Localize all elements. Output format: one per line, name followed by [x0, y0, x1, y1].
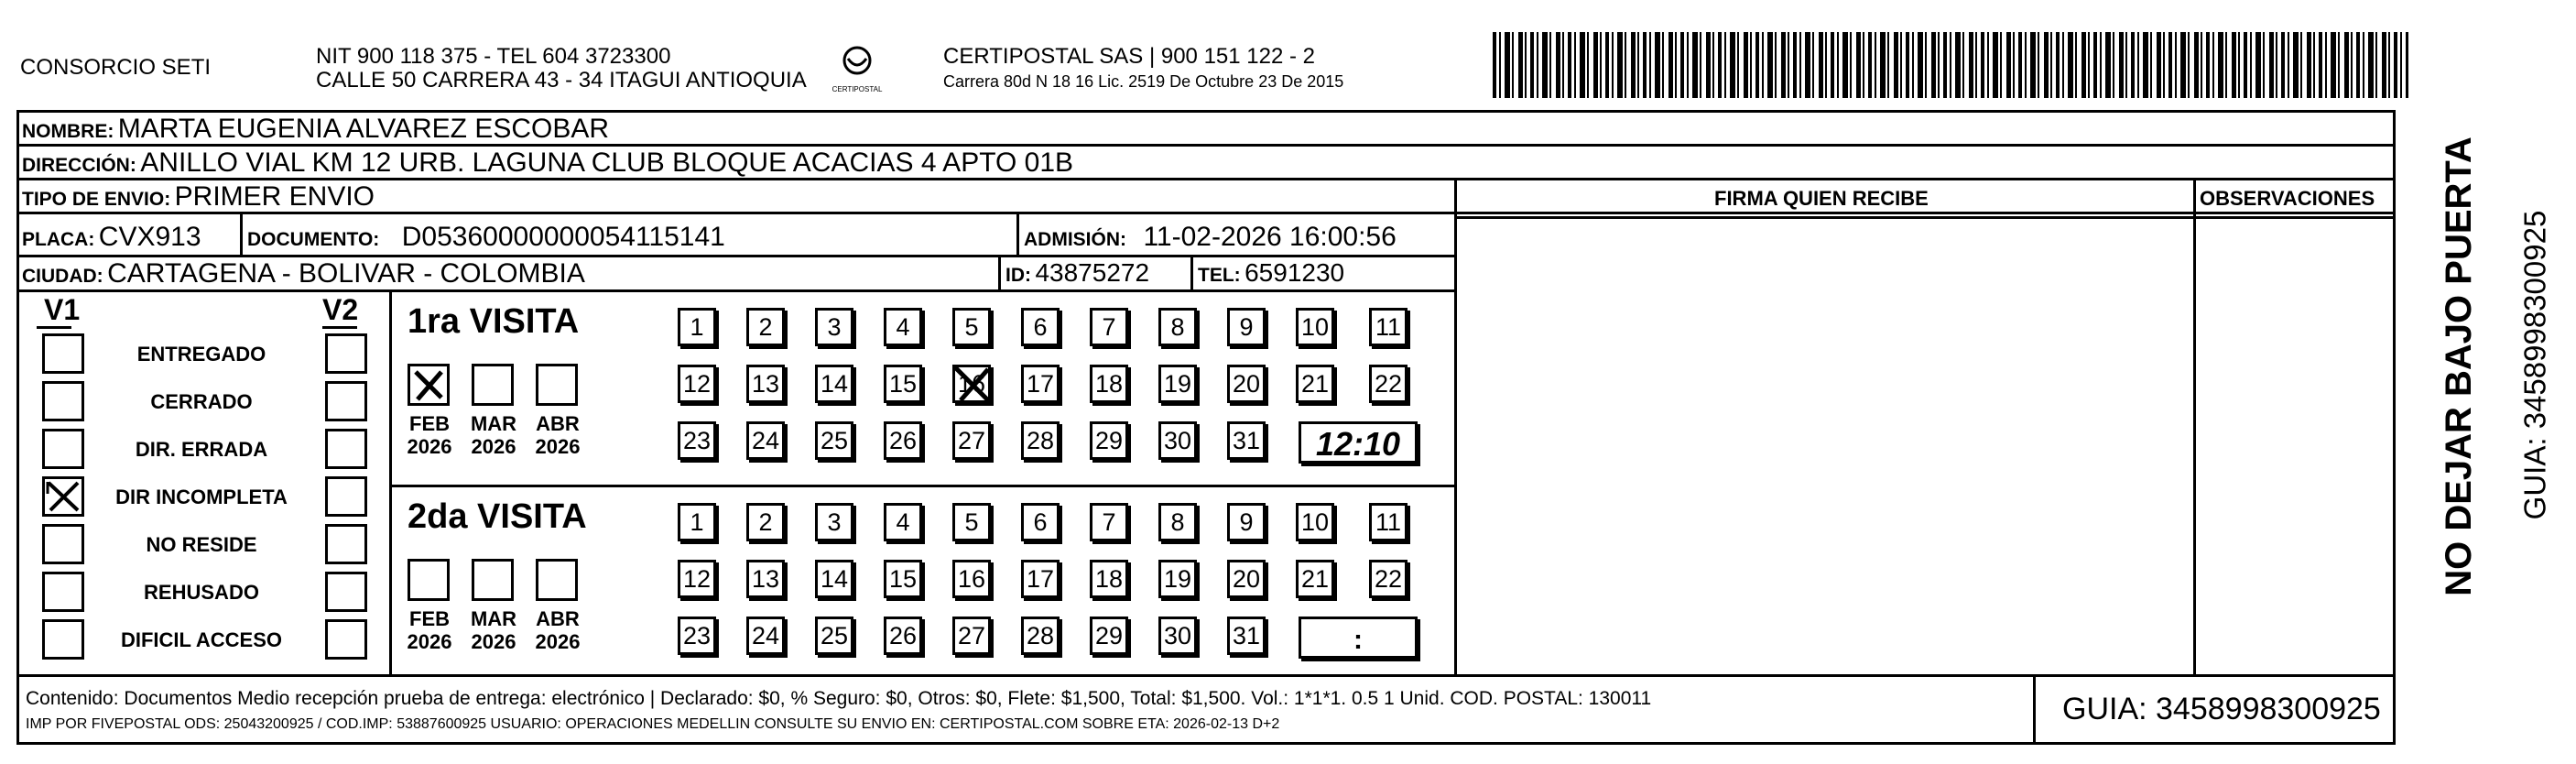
month-year: 2026 — [471, 435, 516, 458]
day-box[interactable] — [952, 365, 991, 403]
day-number: 26 — [888, 622, 918, 649]
tipo-row — [22, 183, 375, 211]
day-number: 12 — [682, 370, 712, 398]
v2-checkbox[interactable] — [325, 524, 367, 564]
id-value: 43875272 — [1035, 258, 1150, 287]
footer-contenido: Contenido: Documentos Medio recepción prueba de entrega: electrónico | Declarado: $0, % Seguro: $0, Otros: $0, Flete: $1,500, Total: $1,500. Vol.: 1*1*1. 0.5 1 Unid. COD. POSTAL: 130011 — [26, 688, 1652, 709]
day-number: 5 — [964, 508, 979, 536]
month-name: FEB — [409, 607, 450, 630]
v1-header: V1 — [44, 293, 81, 326]
day-cross-mark-icon — [951, 364, 992, 404]
day-number: 28 — [1026, 427, 1055, 454]
admision-cell — [1024, 224, 1397, 251]
v2-checkbox[interactable] — [325, 476, 367, 517]
tipo-value: PRIMER ENVIO — [174, 181, 375, 212]
day-box[interactable] — [1227, 503, 1266, 541]
month-checkbox[interactable] — [536, 559, 578, 601]
day-number: 26 — [888, 427, 918, 454]
tel-value: 6591230 — [1245, 258, 1345, 287]
day-box[interactable] — [678, 560, 716, 598]
v2-checkbox[interactable] — [325, 333, 367, 374]
day-number: 10 — [1300, 508, 1330, 536]
check-mark-icon — [410, 366, 447, 403]
day-box[interactable] — [1369, 503, 1408, 541]
day-box[interactable] — [952, 560, 991, 598]
certipostal-logo-icon — [830, 44, 885, 97]
v1-checkbox[interactable] — [42, 429, 84, 469]
day-number: 28 — [1026, 622, 1055, 649]
day-number: 1 — [690, 508, 704, 536]
day-box[interactable] — [1090, 560, 1128, 598]
status-reason-label: NO RESIDE — [146, 533, 257, 556]
svg-text:CERTIPOSTAL: CERTIPOSTAL — [831, 85, 883, 93]
day-box[interactable] — [952, 503, 991, 541]
day-number: 13 — [751, 565, 780, 593]
direccion-label: DIRECCIÓN: — [22, 155, 136, 176]
day-box[interactable] — [884, 560, 922, 598]
nit-line: NIT 900 118 375 - TEL 604 3723300 — [316, 44, 671, 69]
day-box[interactable] — [815, 503, 853, 541]
ciudad-cell — [22, 260, 585, 288]
time-box[interactable] — [1299, 617, 1418, 659]
day-box[interactable] — [952, 308, 991, 346]
month-year: 2026 — [407, 435, 452, 458]
v2-checkbox[interactable] — [325, 381, 367, 421]
day-box[interactable] — [884, 421, 922, 460]
day-number: 30 — [1163, 622, 1192, 649]
day-box[interactable] — [1158, 503, 1197, 541]
day-number: 23 — [682, 622, 712, 649]
day-box[interactable] — [815, 560, 853, 598]
time-value: 12:10 — [1315, 425, 1401, 463]
day-box[interactable] — [1158, 421, 1197, 460]
firma-header: FIRMA QUIEN RECIBE — [1714, 187, 1929, 210]
day-box[interactable] — [815, 365, 853, 403]
time-value: : — [1353, 625, 1363, 655]
day-box[interactable] — [746, 617, 785, 655]
day-box[interactable] — [1090, 503, 1128, 541]
day-number: 8 — [1170, 313, 1185, 341]
status-reason-label: DIR. ERRADA — [135, 438, 268, 461]
month-name: ABR — [536, 412, 580, 435]
footer-guia: GUIA: 3458998300925 — [2062, 692, 2381, 726]
day-box[interactable] — [1296, 560, 1334, 598]
month-year: 2026 — [407, 630, 452, 653]
day-number: 27 — [957, 622, 986, 649]
day-box[interactable] — [1021, 560, 1060, 598]
day-box[interactable] — [1090, 421, 1128, 460]
v2-header: V2 — [322, 293, 359, 326]
day-number: 27 — [957, 427, 986, 454]
day-box[interactable] — [1227, 365, 1266, 403]
day-number: 4 — [896, 508, 910, 536]
day-number: 5 — [964, 313, 979, 341]
admision-value: 11-02-2026 16:00:56 — [1143, 222, 1397, 252]
day-box[interactable] — [1158, 308, 1197, 346]
side-warning: NO DEJAR BAJO PUERTA — [2439, 136, 2479, 596]
nombre-label: NOMBRE: — [22, 121, 114, 142]
day-number: 24 — [751, 622, 780, 649]
day-box[interactable] — [884, 308, 922, 346]
visit-title: 1ra VISITA — [408, 302, 580, 341]
day-number: 6 — [1033, 508, 1048, 536]
day-number: 14 — [820, 370, 849, 398]
day-box[interactable] — [1158, 365, 1197, 403]
month-name: ABR — [536, 607, 580, 630]
day-number: 1 — [690, 313, 704, 341]
day-box[interactable] — [1021, 308, 1060, 346]
status-reason-label: DIFICIL ACCESO — [120, 628, 282, 651]
day-box[interactable] — [1369, 365, 1408, 403]
day-box[interactable] — [952, 617, 991, 655]
day-box[interactable] — [746, 365, 785, 403]
day-number: 11 — [1375, 508, 1402, 536]
visit-title: 2da VISITA — [408, 497, 587, 536]
status-reason-label: DIR INCOMPLETA — [115, 486, 288, 508]
status-reason-label: ENTREGADO — [136, 343, 266, 366]
day-number: 22 — [1374, 565, 1403, 593]
nombre-value: MARTA EUGENIA ALVAREZ ESCOBAR — [117, 114, 610, 144]
day-box[interactable] — [884, 617, 922, 655]
day-number: 4 — [896, 313, 910, 341]
id-cell — [1005, 260, 1149, 286]
placa-cell — [22, 224, 201, 251]
day-number: 31 — [1232, 622, 1261, 649]
day-number: 12 — [682, 565, 712, 593]
direccion-value: ANILLO VIAL KM 12 URB. LAGUNA CLUB BLOQUE ACACIAS 4 APTO 01B — [140, 147, 1074, 178]
status-reason-label: REHUSADO — [144, 581, 259, 604]
day-box[interactable] — [952, 421, 991, 460]
day-box[interactable] — [815, 308, 853, 346]
month-checkbox[interactable] — [408, 364, 450, 406]
day-number: 10 — [1300, 313, 1330, 341]
day-box[interactable] — [746, 503, 785, 541]
day-box[interactable] — [1296, 503, 1334, 541]
day-box[interactable] — [1021, 617, 1060, 655]
day-box[interactable] — [1227, 308, 1266, 346]
day-number: 9 — [1239, 508, 1254, 536]
time-box[interactable] — [1299, 421, 1418, 464]
day-number: 17 — [1026, 565, 1055, 593]
day-number: 30 — [1163, 427, 1192, 454]
day-number: 18 — [1094, 370, 1124, 398]
observaciones-header: OBSERVACIONES — [2200, 187, 2375, 210]
v1-checkbox[interactable] — [42, 619, 84, 660]
day-box[interactable] — [1021, 365, 1060, 403]
footer-impresion: IMP POR FIVEPOSTAL ODS: 25043200925 / COD.IMP: 53887600925 USUARIO: OPERACIONES MEDELLIN CONSULTE SU ENVIO EN: CERTIPOSTAL.COM SOBRE ETA: 2026-02-13 D+2 — [26, 716, 1280, 732]
tipo-label: TIPO DE ENVIO: — [22, 189, 171, 210]
day-box[interactable] — [678, 503, 716, 541]
day-number: 29 — [1094, 622, 1124, 649]
day-number: 21 — [1300, 370, 1330, 398]
day-number: 3 — [827, 313, 842, 341]
month-checkbox[interactable] — [536, 364, 578, 406]
v2-checkbox[interactable] — [325, 429, 367, 469]
day-box[interactable] — [1090, 308, 1128, 346]
day-box[interactable] — [678, 617, 716, 655]
day-number: 14 — [820, 565, 849, 593]
day-number: 29 — [1094, 427, 1124, 454]
day-box[interactable] — [1369, 560, 1408, 598]
day-box[interactable] — [1021, 421, 1060, 460]
check-mark-icon — [45, 479, 82, 514]
admision-label: ADMISIÓN: — [1024, 229, 1126, 250]
side-panel — [2408, 119, 2552, 650]
ciudad-value: CARTAGENA - BOLIVAR - COLOMBIA — [107, 258, 585, 289]
day-number: 20 — [1232, 370, 1261, 398]
day-number: 11 — [1375, 313, 1402, 341]
month-checkbox[interactable] — [472, 559, 514, 601]
day-box[interactable] — [1369, 308, 1408, 346]
nombre-row — [22, 115, 609, 143]
day-box[interactable] — [746, 308, 785, 346]
day-box[interactable] — [746, 560, 785, 598]
barcode — [1493, 32, 2408, 98]
v1-checkbox[interactable] — [42, 476, 84, 517]
day-number: 6 — [1033, 313, 1048, 341]
day-box[interactable] — [1227, 560, 1266, 598]
v1-checkbox[interactable] — [42, 524, 84, 564]
day-box[interactable] — [678, 308, 716, 346]
address-line: CALLE 50 CARRERA 43 - 34 ITAGUI ANTIOQUIA — [316, 68, 807, 93]
placa-label: PLACA: — [22, 229, 95, 250]
v1-checkbox[interactable] — [42, 333, 84, 374]
day-number: 13 — [751, 370, 780, 398]
month-checkbox[interactable] — [408, 559, 450, 601]
day-box[interactable] — [1158, 617, 1197, 655]
status-reason-label: CERRADO — [150, 390, 253, 413]
v2-checkbox[interactable] — [325, 619, 367, 660]
id-label: ID: — [1005, 265, 1031, 286]
placa-value: CVX913 — [98, 222, 201, 252]
day-number: 20 — [1232, 565, 1261, 593]
day-box[interactable] — [1090, 365, 1128, 403]
day-number: 2 — [758, 508, 773, 536]
day-number: 25 — [820, 427, 849, 454]
day-box[interactable] — [1021, 503, 1060, 541]
day-box[interactable] — [884, 503, 922, 541]
side-guia: GUIA: 3458998300925 — [2517, 210, 2552, 520]
v1-checkbox[interactable] — [42, 381, 84, 421]
day-number: 7 — [1102, 313, 1116, 341]
day-number: 31 — [1232, 427, 1261, 454]
day-number: 23 — [682, 427, 712, 454]
day-number: 8 — [1170, 508, 1185, 536]
day-number: 19 — [1163, 565, 1192, 593]
month-name: FEB — [409, 412, 450, 435]
day-box[interactable] — [815, 617, 853, 655]
ciudad-label: CIUDAD: — [22, 266, 103, 287]
license-line: Carrera 80d N 18 16 Lic. 2519 De Octubre 23 De 2015 — [943, 72, 1344, 91]
documento-label: DOCUMENTO: — [247, 229, 380, 250]
day-box[interactable] — [1158, 560, 1197, 598]
tel-cell — [1198, 260, 1344, 286]
day-number: 24 — [751, 427, 780, 454]
month-name: MAR — [470, 412, 517, 435]
day-number: 25 — [820, 622, 849, 649]
day-box[interactable] — [1227, 421, 1266, 460]
day-number: 22 — [1374, 370, 1403, 398]
day-box[interactable] — [1296, 365, 1334, 403]
day-number: 15 — [888, 370, 918, 398]
month-checkbox[interactable] — [472, 364, 514, 406]
day-box[interactable] — [1296, 308, 1334, 346]
month-year: 2026 — [471, 630, 516, 653]
documento-cell — [247, 224, 725, 251]
day-number: 21 — [1300, 565, 1330, 593]
company-name: CONSORCIO SETI — [20, 55, 212, 80]
day-number: 16 — [957, 565, 986, 593]
day-number: 16 — [957, 370, 986, 398]
month-name: MAR — [470, 607, 517, 630]
day-number: 9 — [1239, 313, 1254, 341]
day-number: 3 — [827, 508, 842, 536]
v2-checkbox[interactable] — [325, 572, 367, 612]
day-number: 18 — [1094, 565, 1124, 593]
day-box[interactable] — [815, 421, 853, 460]
day-box[interactable] — [678, 421, 716, 460]
month-year: 2026 — [535, 435, 581, 458]
documento-value: D05360000000054115141 — [401, 222, 725, 252]
v1-checkbox[interactable] — [42, 572, 84, 612]
direccion-row — [22, 149, 1073, 177]
tel-label: TEL: — [1198, 265, 1241, 286]
day-box[interactable] — [1090, 617, 1128, 655]
day-box[interactable] — [1227, 617, 1266, 655]
day-box[interactable] — [884, 365, 922, 403]
day-number: 15 — [888, 565, 918, 593]
day-box[interactable] — [746, 421, 785, 460]
certipostal-line: CERTIPOSTAL SAS | 900 151 122 - 2 — [943, 44, 1315, 69]
day-number: 19 — [1163, 370, 1192, 398]
day-number: 7 — [1102, 508, 1116, 536]
day-number: 2 — [758, 313, 773, 341]
day-box[interactable] — [678, 365, 716, 403]
day-number: 17 — [1026, 370, 1055, 398]
month-year: 2026 — [535, 630, 581, 653]
